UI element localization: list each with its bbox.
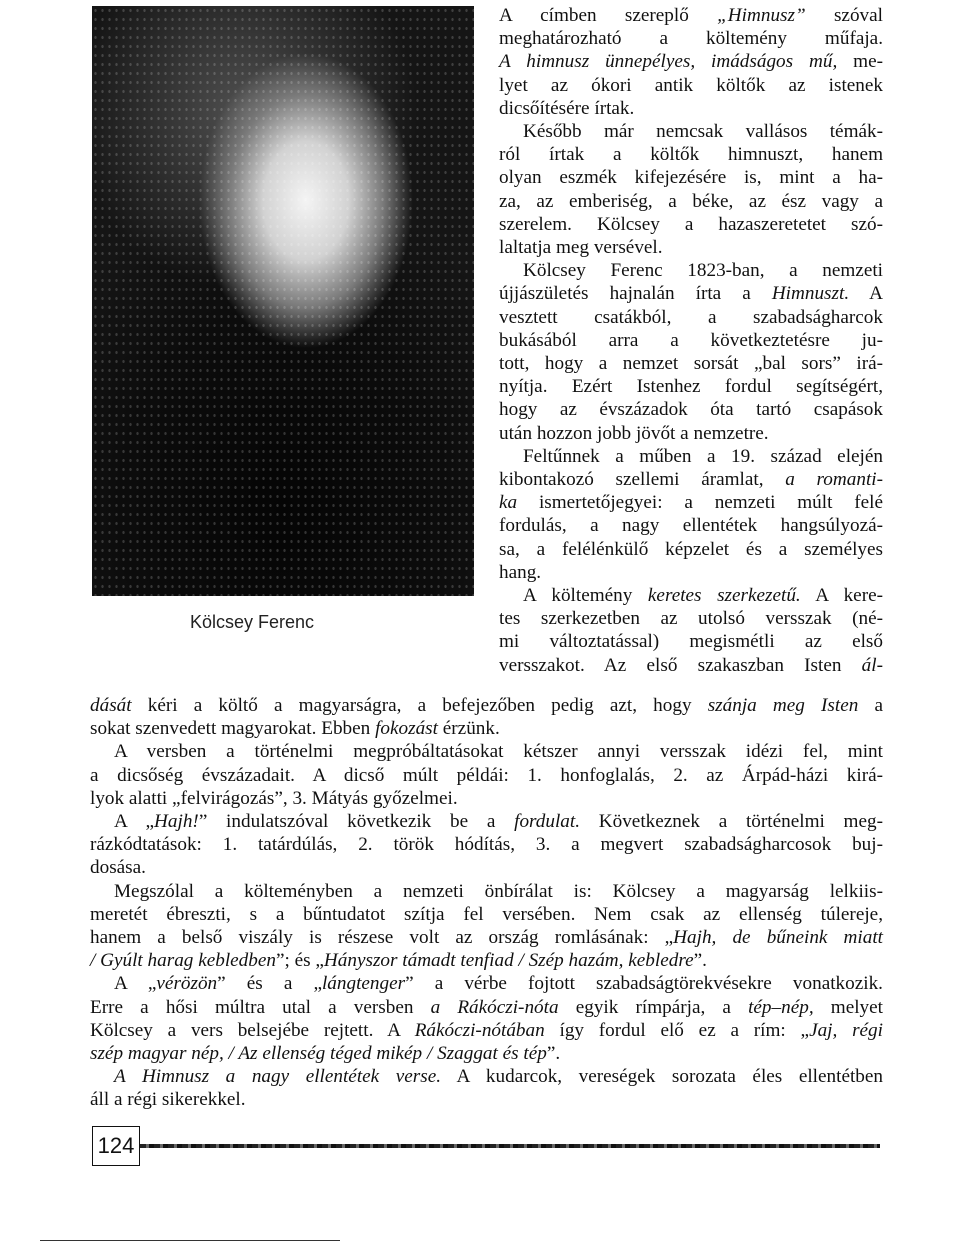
text-segment: újjászületés hajnalán írta a [499, 283, 772, 305]
text-segment: kibontakozó szellemi áramlat, [499, 469, 786, 491]
text-line [499, 630, 883, 653]
italic-text: vérözön [156, 973, 218, 995]
text-segment: lyok alatti „felvirágozás”, 3. Mátyás győzelmei. [90, 787, 458, 809]
body-text [90, 694, 883, 1112]
italic-text: Jaj, régi [809, 1019, 883, 1041]
text-segment: ” a vérbe fojtott szabadságtörekvésekre vonatkozik. [405, 973, 883, 995]
italic-text: / Gyúlt harag kebledben [90, 950, 276, 972]
text-segment: A kere- [800, 585, 883, 607]
text-line [499, 329, 883, 352]
text-segment: ról írtak a költők himnuszt, hanem [499, 144, 883, 166]
text-segment: áll a régi sikerekkel. [90, 1089, 246, 1111]
text-segment: A [849, 283, 883, 305]
italic-text: A Himnusz a nagy ellentétek verse. [114, 1066, 442, 1088]
italic-text: ál- [861, 654, 883, 676]
text-line [499, 97, 883, 120]
text-segment: szóval [805, 5, 883, 26]
text-segment: za, az emberiség, a béke, az ész vagy a [499, 190, 883, 212]
photo-caption: Kölcsey Ferenc [190, 612, 315, 632]
footer-rule [140, 1144, 880, 1148]
italic-text: fokozást [375, 718, 438, 740]
text-line [90, 996, 883, 1019]
text-line [90, 694, 883, 717]
text-segment: Később már nemcsak vallásos témák- [523, 121, 883, 143]
italic-text: keretes szerkezetű. [647, 585, 801, 607]
text-segment: Megszólal a költeményben a nemzeti önbírálat is: Kölcsey a magyarság lelkiis- [114, 880, 883, 902]
text-segment: sa, a felélénkülő képzelet és a személyes [499, 538, 883, 560]
right-column-text [499, 4, 883, 677]
text-line [90, 1065, 883, 1088]
text-segment: ”. [546, 1043, 561, 1065]
text-line [499, 375, 883, 398]
italic-text: Hányszor támadt tenfiad / Szép hazám, kebledre [323, 950, 694, 972]
text-line [499, 4, 883, 27]
text-line [499, 27, 883, 50]
text-segment: így fordul elő ez a rím: „ [544, 1019, 810, 1041]
text-line [90, 787, 883, 810]
text-segment: szerelem. Kölcsey a hazaszeretetet szó- [499, 213, 883, 235]
text-line [499, 259, 883, 282]
text-line [90, 740, 883, 763]
text-segment: hanem a belső viszály is részese volt az ország romlásának: „ [90, 927, 674, 949]
text-segment: A versben a történelmi megpróbáltatásokat kétszer annyi versszak idézi fel, mint [114, 741, 883, 763]
text-segment: Következnek a történelmi meg- [580, 811, 883, 833]
text-line [90, 717, 883, 740]
text-line [499, 398, 883, 421]
text-segment: érzünk. [437, 718, 500, 740]
text-line [90, 1019, 883, 1042]
text-segment: A címben szereplő [499, 5, 718, 26]
text-segment: melyet [813, 996, 883, 1018]
italic-text: A himnusz ünnepélyes, imádságos mű, [499, 51, 838, 73]
italic-text: szánja meg Isten [707, 695, 859, 716]
text-segment: ”. [693, 950, 707, 972]
text-line [499, 561, 883, 584]
text-segment: Feltűnnek a műben a 19. század elején [523, 445, 883, 467]
text-segment: meghatározható a költemény műfaja. [499, 28, 883, 50]
text-line [499, 491, 883, 514]
text-segment: meretét ébreszti, s a bűntudatot szítja fel versében. Nem csak az ellenség túlereje, [90, 903, 883, 925]
italic-text: dását [90, 695, 132, 716]
italic-text: tép–nép, [748, 996, 814, 1018]
text-segment: Erre a hősi múltra utal a versben [90, 996, 431, 1018]
italic-text: fordulat. [514, 811, 581, 833]
text-line [499, 468, 883, 491]
text-line [499, 654, 883, 677]
text-segment: tott, hogy a nemzet sorsát „bal sors” irá- [499, 353, 883, 375]
text-segment: ” és a „ [217, 973, 322, 995]
text-line [90, 810, 883, 833]
text-segment: kéri a költő a magyarságra, a befejezőben pedig azt, hogy [131, 695, 708, 716]
text-segment: a dicsőség évszázadait. A dicső múlt példái: 1. honfoglalás, 2. az Árpád-házi kirá- [90, 764, 883, 786]
text-line [499, 282, 883, 305]
text-line [499, 514, 883, 537]
text-segment: nyítja. Ezért Istenhez fordul segítségért, [499, 376, 883, 398]
text-segment: vesztett csatákból, a szabadságharcok [499, 306, 883, 328]
text-line [499, 422, 883, 445]
text-line [499, 143, 883, 166]
text-line [90, 764, 883, 787]
portrait-photo [92, 6, 474, 596]
text-segment: a [858, 695, 883, 716]
italic-text: a Rákóczi-nóta [430, 996, 559, 1018]
text-segment: lyet az ókori antik költők az istenek [499, 74, 883, 96]
text-line [90, 1042, 883, 1065]
text-segment: dosása. [90, 857, 146, 879]
text-segment: sokat szenvedett magyarokat. Ebben [90, 718, 376, 740]
text-line [499, 236, 883, 259]
text-line [499, 445, 883, 468]
text-line [499, 352, 883, 375]
text-segment: Kölcsey Ferenc 1823-ban, a nemzeti [523, 260, 883, 282]
text-line [499, 50, 883, 73]
text-line [90, 856, 883, 879]
text-segment: A költemény [523, 585, 648, 607]
italic-text: ka [499, 492, 518, 514]
page-number: 124 [92, 1126, 140, 1166]
text-segment: Kölcsey a vers belsejébe rejtett. A [90, 1019, 415, 1041]
text-line [90, 833, 883, 856]
text-segment: versszakot. Az első szakaszban Isten [499, 654, 862, 676]
text-segment: hang. [499, 561, 542, 583]
italic-text: „Himnusz” [717, 5, 806, 26]
text-line [499, 538, 883, 561]
text-segment: olyan eszmék kifejezésére is, mint a ha- [499, 167, 883, 189]
text-segment: ”; és „ [275, 950, 324, 972]
text-segment: A „ [114, 811, 155, 833]
text-line [499, 120, 883, 143]
text-line [90, 1088, 883, 1111]
italic-text: Hajh! [154, 811, 199, 833]
text-segment: A kudarcok, vereségek sorozata éles ellentétben [441, 1066, 883, 1088]
text-segment: fordulás, a nagy ellentétek hangsúlyozá- [499, 515, 883, 537]
text-segment: A „ [114, 973, 157, 995]
italic-text: Rákóczi-nótában [414, 1019, 545, 1041]
text-segment: ” indulatszóval következik be a [198, 811, 515, 833]
text-line [90, 972, 883, 995]
text-line [90, 926, 883, 949]
italic-text: Hajh, de bűneink miatt [673, 927, 883, 949]
text-segment: után hozzon jobb jövőt a nemzetre. [499, 422, 769, 444]
text-segment: rázkódtatások: 1. tatárdúlás, 2. török hódítás, 3. a megvert szabadságharcosok buj- [90, 834, 883, 856]
italic-text: szép magyar nép, / Az ellenség téged mikép / Szaggat és tép [90, 1043, 547, 1065]
text-line [499, 213, 883, 236]
text-segment: laltatja meg versével. [499, 237, 663, 259]
text-line [90, 880, 883, 903]
italic-text: a romanti- [785, 469, 883, 491]
text-line [499, 166, 883, 189]
text-line [499, 607, 883, 630]
italic-text: Himnuszt. [771, 283, 850, 305]
text-line [499, 74, 883, 97]
text-segment: dicsőítésére írtak. [499, 97, 635, 119]
text-segment: hogy az évszázadok óta tartó csapások [499, 399, 883, 421]
scan-edge-line [40, 1240, 340, 1241]
text-segment: mi változtatással) megismétli az első [499, 631, 883, 653]
italic-text: lángtenger [321, 973, 406, 995]
text-segment: ismertetőjegyei: a nemzeti múlt felé [517, 492, 883, 514]
text-segment: bukásából arra a következtetésre ju- [499, 329, 883, 351]
text-segment: me- [837, 51, 883, 73]
text-segment: egyik rímpárja, a [558, 996, 749, 1018]
text-line [90, 949, 883, 972]
text-line [90, 903, 883, 926]
text-segment: tes szerkezetben az utolsó versszak (né- [499, 608, 883, 630]
text-line [499, 306, 883, 329]
text-line [499, 190, 883, 213]
text-line [499, 584, 883, 607]
